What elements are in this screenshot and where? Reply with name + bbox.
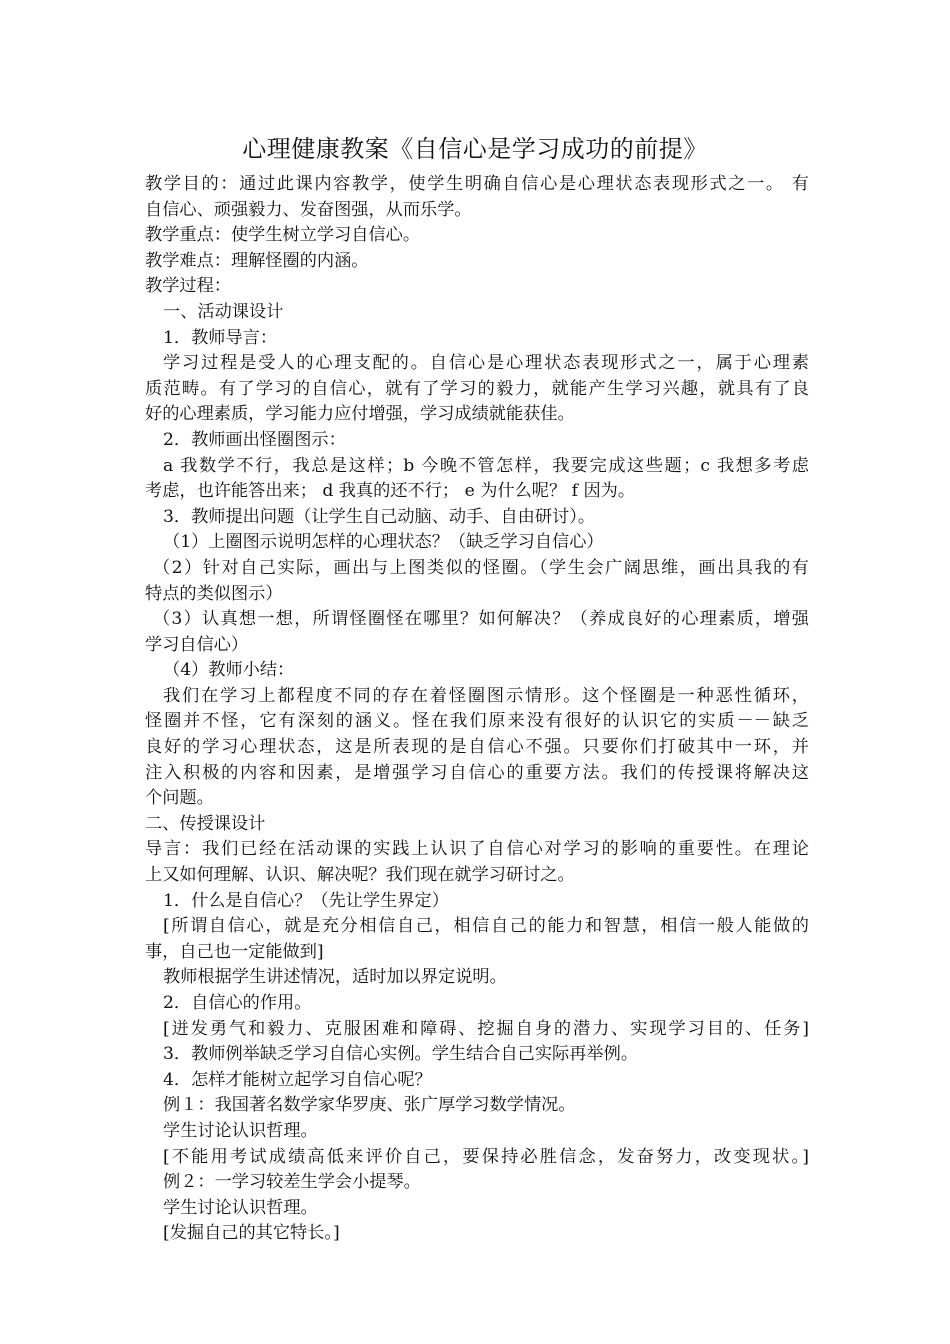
text-line: 4．怎样才能树立起学习自信心呢？ (163, 1069, 432, 1090)
section-heading: 一、活动课设计 (163, 301, 284, 322)
text-line: 学习自信心） (145, 634, 249, 655)
text-line: a 我数学不行，我总是这样；b 今晚不管怎样，我要完成这些题；c 我想多考虑 (163, 455, 809, 476)
text-line: 好的心理素质，学习能力应付增强，学习成绩就能获佳。 (145, 404, 575, 425)
text-line: 学生讨论认识哲理。 (163, 1197, 318, 1218)
text-line: 例１：我国著名数学家华罗庚、张广厚学习数学情况。 (163, 1095, 576, 1116)
section-heading: 二、传授课设计 (145, 813, 266, 834)
document-body (145, 172, 809, 1247)
text-line: （3）认真想一想，所谓怪圈怪在哪里？如何解决？（养成良好的心理素质，增强 (153, 609, 809, 630)
text-line: 1．什么是自信心？（先让学生界定） (163, 890, 449, 911)
text-line: 1．教师导言： (163, 327, 278, 348)
text-line: 考虑，也许能答出来； d 我真的还不行； e 为什么呢？ f 因为。 (145, 481, 636, 502)
text-line: 学习过程是受人的心理支配的。自信心是心理状态表现形式之一，属于心理素 (163, 353, 809, 374)
text-line: [不能用考试成绩高低来评价自己，要保持必胜信念，发奋努力，改变现状。] (163, 1146, 809, 1167)
document-title: 心理健康教案《自信心是学习成功的前提》 (242, 135, 708, 163)
text-line: 教学难点：理解怪圈的内涵。 (145, 250, 369, 271)
text-line: 教师根据学生讲述情况，适时加以界定说明。 (163, 967, 507, 988)
text-line: [发掘自己的其它特长。] (163, 1223, 340, 1244)
text-line: 学生讨论认识哲理。 (163, 1120, 318, 1141)
text-line: （2）针对自己实际，画出与上图类似的怪圈。（学生会广阔思维，画出具我的有 (153, 557, 809, 578)
text-line: 质范畴。有了学习的自信心，就有了学习的毅力，就能产生学习兴趣，就具有了良 (145, 378, 809, 399)
text-line: 3．教师例举缺乏学习自信心实例。学生结合自己实际再举例。 (163, 1044, 639, 1065)
text-line: [所谓自信心，就是充分相信自己，相信自己的能力和智慧，相信一般人能做的 (163, 916, 809, 937)
text-line: 例２：一学习较差生学会小提琴。 (163, 1172, 421, 1193)
text-line: 我们在学习上都程度不同的存在着怪圈图示情形。这个怪圈是一种恶性循环， (163, 685, 809, 706)
text-line: 上又如何理解、认识、解决呢？我们现在就学习研讨之。 (145, 865, 575, 886)
text-line: 怪圈并不怪，它有深刻的涵义。怪在我们原来没有很好的认识它的实质－－缺乏 (145, 711, 809, 732)
text-line: 特点的类似图示） (145, 583, 283, 604)
text-line: （1）上圈图示说明怎样的心理状态？（缺乏学习自信心） (163, 532, 604, 553)
text-line: 导言：我们已经在活动课的实践上认识了自信心对学习的影响的重要性。在理论 (145, 839, 809, 860)
text-line: （4）教师小结： (163, 660, 295, 681)
text-line: 注入积极的内容和因素，是增强学习自信心的重要方法。我们的传授课将解决这 (145, 762, 809, 783)
text-line: 良好的学习心理状态，这是所表现的是自信心不强。只要你们打破其中一环，并 (145, 737, 809, 758)
text-line: 2．自信心的作用。 (163, 993, 312, 1013)
text-line: 自信心、顽强毅力、发奋图强，从而乐学。 (145, 199, 472, 220)
text-line: 2．教师画出怪圈图示： (163, 429, 346, 450)
text-line: 事，自己也一定能做到] (145, 941, 324, 962)
text-line: 3．教师提出问题（让学生自己动脑、动手、自由研讨）。 (163, 506, 596, 527)
text-line: 教学目的：通过此课内容教学，使学生明确自信心是心理状态表现形式之一。 有 (145, 174, 809, 194)
text-line: 个问题。 (145, 788, 214, 809)
text-line: 教学重点：使学生树立学习自信心。 (145, 225, 421, 246)
text-line: [迸发勇气和毅力、克服困难和障碍、挖掘自身的潜力、实现学习目的、任务] (163, 1018, 809, 1039)
text-line: 教学过程： (145, 276, 231, 297)
